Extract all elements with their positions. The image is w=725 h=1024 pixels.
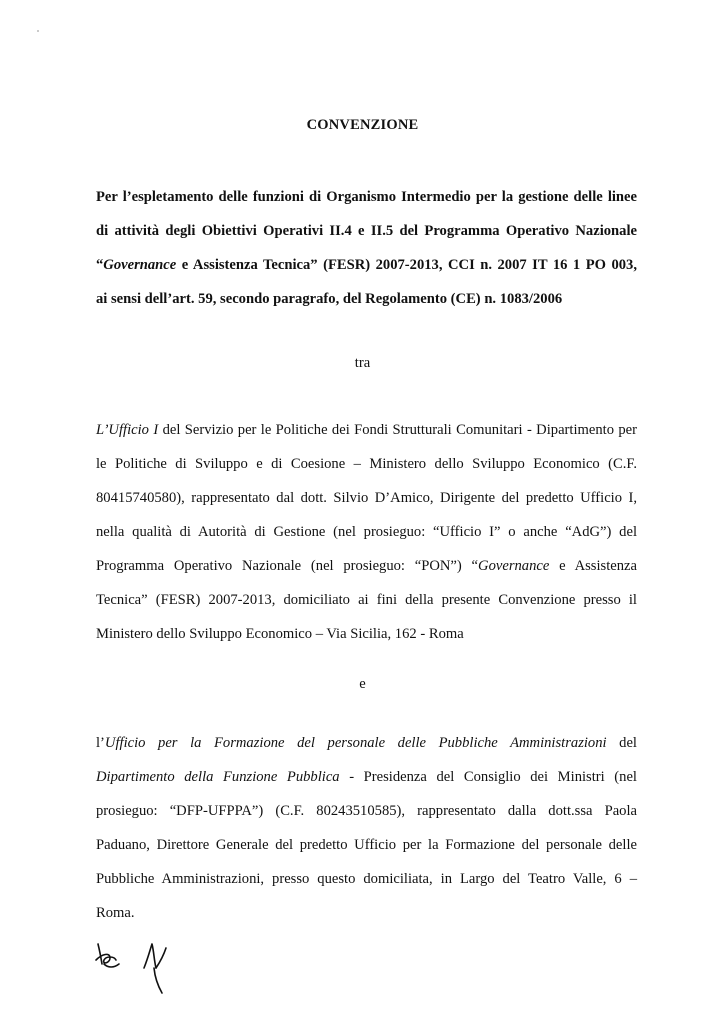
initial-2-stroke-c: [154, 968, 162, 993]
initial-2-stroke-a: [144, 944, 156, 968]
heading-block: [96, 180, 637, 316]
heading-line-4: ai sensi dell’art. 59, secondo paragrafo, del Regolamento (CE) n. 1083/2006: [96, 291, 563, 307]
party-1-line-1-rest: del Servizio per le Politiche dei Fondi Strutturali Comunitari - Dipartimento per: [158, 422, 637, 438]
handwritten-initials: [92, 938, 182, 998]
party-2-line-1-a: l’: [96, 735, 105, 751]
party-2-line-5: Pubbliche Amministrazioni, presso questo domiciliata, in Largo del Teatro Valle, 6 –: [96, 871, 637, 887]
party-2-line-1-b: del: [606, 735, 637, 751]
party-1-ufficio: L’Ufficio I: [96, 422, 159, 438]
initial-2-stroke-b: [156, 948, 166, 968]
separator-tra: tra: [354, 355, 371, 371]
heading-governance: Governance: [103, 257, 177, 273]
party-1-line-4: nella qualità di Autorità di Gestione (nel prosieguo: “Ufficio I” o anche “AdG”) del: [96, 524, 637, 540]
party-1-line-5: [96, 549, 637, 583]
party-1-line-6: Tecnica” (FESR) 2007-2013, domiciliato ai fini della presente Convenzione presso il: [96, 592, 637, 608]
party-1-governance: Governance: [478, 558, 550, 574]
scan-speck: [37, 30, 39, 32]
party-1-line-2: le Politiche di Sviluppo e di Coesione – Ministero dello Sviluppo Economico (C.F.: [96, 456, 637, 472]
initial-1-stroke-b: [96, 954, 116, 963]
party-1-line-5-a: Programma Operativo Nazionale (nel prosieguo: “PON”) “: [96, 558, 479, 574]
initial-1-stroke-c: [104, 964, 119, 967]
party-1-line-5-b: e Assistenza: [549, 558, 637, 574]
party-2-block: [96, 726, 637, 930]
heading-quote-open: “: [96, 257, 104, 273]
party-1-block: [96, 413, 637, 651]
document-title: CONVENZIONE: [306, 117, 419, 133]
party-2-line-2-b: - Presidenza del Consiglio dei Ministri (nel: [339, 769, 637, 785]
heading-line-2: di attività degli Obiettivi Operativi II.4 e II.5 del Programma Operativo Nazionale: [96, 223, 637, 239]
heading-line-3: [96, 248, 637, 282]
party-2-line-3: prosieguo: “DFP-UFPPA”) (C.F. 80243510585), rappresentato dalla dott.ssa Paola: [96, 803, 637, 819]
party-1-line-3: 80415740580), rappresentato dal dott. Silvio D’Amico, Dirigente del predetto Ufficio I,: [96, 490, 637, 506]
party-2-line-1: [96, 726, 637, 760]
heading-line-3-rest: e Assistenza Tecnica” (FESR) 2007-2013, CCI n. 2007 IT 16 1 PO 003,: [176, 257, 637, 273]
party-2-line-6: Roma.: [96, 905, 135, 921]
party-1-line-1: [96, 413, 637, 447]
party-1-line-7: Ministero dello Sviluppo Economico – Via Sicilia, 162 - Roma: [96, 626, 464, 642]
initial-1-stroke-a: [98, 944, 102, 964]
heading-line-1: Per l’espletamento delle funzioni di Organismo Intermedio per la gestione delle linee: [96, 189, 637, 205]
separator-e: e: [359, 676, 366, 692]
party-2-line-4: Paduano, Direttore Generale del predetto Ufficio per la Formazione del personale delle: [96, 837, 637, 853]
party-2-ufficio: Ufficio per la Formazione del personale delle Pubbliche Amministrazioni: [104, 735, 607, 751]
party-2-line-2: [96, 760, 637, 794]
party-2-dipartimento: Dipartimento della Funzione Pubblica: [96, 769, 340, 785]
